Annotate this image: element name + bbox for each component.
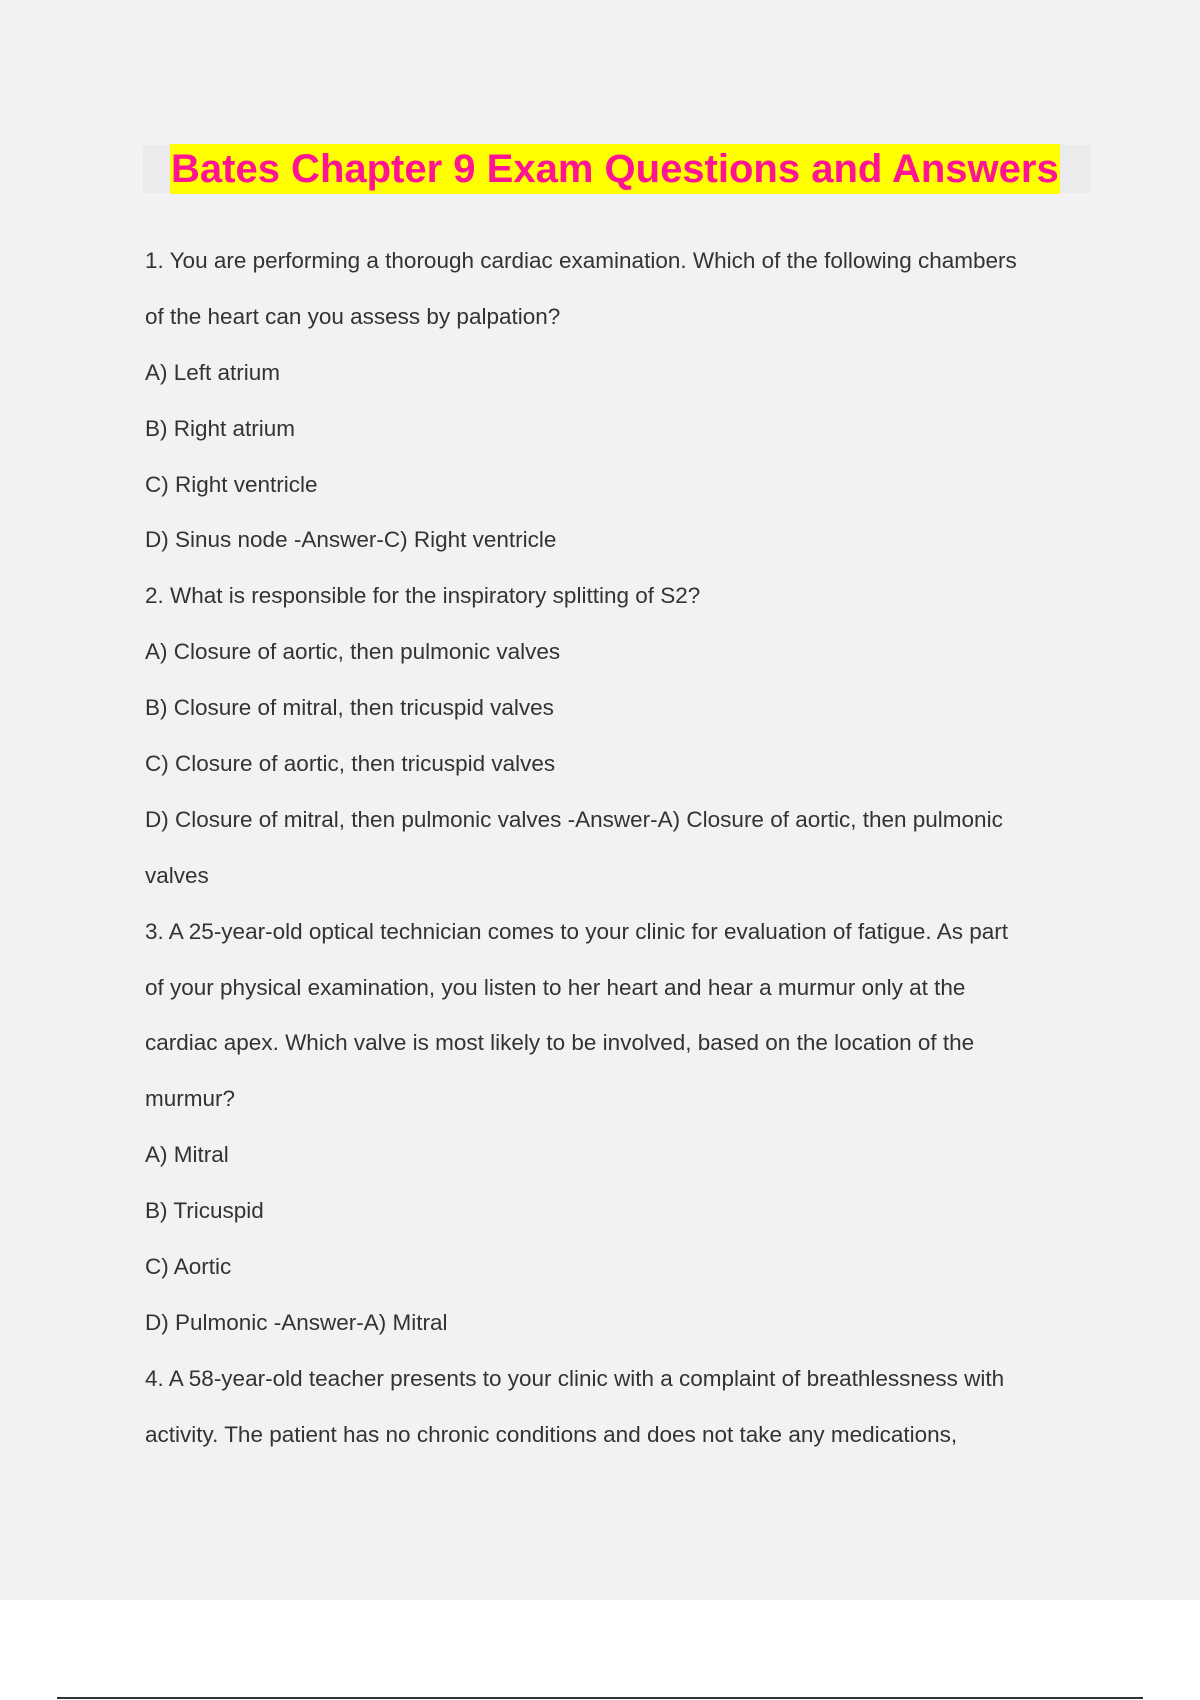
text-line: 2. What is responsible for the inspiratory splitting of S2? bbox=[145, 583, 701, 609]
question-text bbox=[145, 233, 1095, 1463]
text-line: B) Closure of mitral, then tricuspid valves bbox=[145, 695, 554, 721]
text-line: D) Closure of mitral, then pulmonic valves -Answer-A) Closure of aortic, then pulmonic bbox=[145, 806, 1003, 832]
text-line: of the heart can you assess by palpation? bbox=[145, 303, 561, 329]
text-line: C) Right ventricle bbox=[145, 471, 318, 497]
text-line: murmur? bbox=[145, 1086, 236, 1112]
text-line: D) Sinus node -Answer-C) Right ventricle bbox=[145, 527, 557, 553]
text-line: C) Aortic bbox=[145, 1254, 232, 1280]
text-line: C) Closure of aortic, then tricuspid valves bbox=[145, 751, 556, 777]
footer-divider bbox=[57, 1697, 1143, 1699]
text-line: of your physical examination, you listen to her heart and hear a murmur only at the bbox=[145, 974, 966, 1000]
text-line: B) Right atrium bbox=[145, 415, 296, 441]
text-line: 4. A 58-year-old teacher presents to your clinic with a complaint of breathlessness with bbox=[145, 1365, 1005, 1391]
text-line: 3. A 25-year-old optical technician comes to your clinic for evaluation of fatigue. As part bbox=[145, 918, 1008, 944]
text-line: A) Left atrium bbox=[145, 359, 281, 385]
text-line: activity. The patient has no chronic conditions and does not take any medications, bbox=[145, 1421, 958, 1447]
page-title: Bates Chapter 9 Exam Questions and Answers bbox=[170, 144, 1060, 194]
text-line: B) Tricuspid bbox=[145, 1198, 264, 1224]
text-line: 1. You are performing a thorough cardiac examination. Which of the following chambers bbox=[145, 248, 1017, 273]
text-line: A) Mitral bbox=[145, 1142, 229, 1168]
text-line: D) Pulmonic -Answer-A) Mitral bbox=[145, 1309, 448, 1335]
text-line: valves bbox=[145, 862, 209, 888]
text-line: cardiac apex. Which valve is most likely to be involved, based on the location of the bbox=[145, 1030, 975, 1056]
text-line: A) Closure of aortic, then pulmonic valves bbox=[145, 639, 561, 665]
